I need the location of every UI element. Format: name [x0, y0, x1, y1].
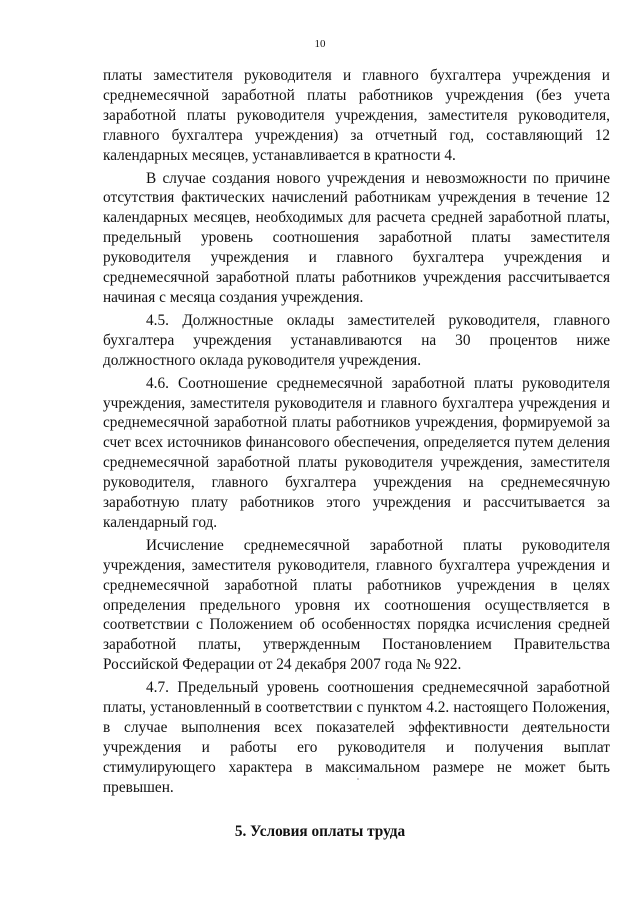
paragraph-calculation: Исчисление среднемесячной заработной платы руководителя учреждения, заместителя руководителя, главного бухгалтера учреждения и среднемесячной заработной платы работников учреждения в целях определения предельного уровня их соотношения осуществляется в соответствии с Положением об особенностях порядка исчисления средней заработной платы, утвержденным Постановлением Правительства Российской Федерации от 24 декабря 2007 года № 922.	[103, 536, 610, 674]
section-heading: 5. Условия оплаты труда	[234, 823, 406, 840]
paragraph-4-5: 4.5. Должностные оклады заместителей руководителя, главного бухгалтера учреждения устанавливаются на 30 процентов ниже должностного оклада руководителя учреждения.	[103, 311, 610, 369]
paragraph-4-6: 4.6. Соотношение среднемесячной заработной платы руководителя учреждения, заместителя руководителя и главного бухгалтера учреждения и среднемесячной заработной платы работников учреждения, формируемой за счет всех источников финансового обеспечения, определяется путем деления среднемесячной заработной платы руководителя учреждения, заместителя руководителя, главного бухгалтера учреждения на среднемесячную заработную плату работников этого учреждения и рассчитывается за календарный год.	[103, 374, 610, 531]
paragraph-continuation: платы заместителя руководителя и главного бухгалтера учреждения и среднемесячной заработной платы работников учреждения (без учета заработной платы руководителя учреждения, заместителя руководителя, главного бухгалтера учреждения) за отчетный год, составляющий 12 календарных месяцев, устанавливается в кратности 4.	[103, 67, 610, 164]
document-body	[103, 66, 610, 798]
paragraph-new-institution: В случае создания нового учреждения и невозможности по причине отсутствия фактических начислений работникам учреждения в течение 12 календарных месяцев, необходимых для расчета средней заработной платы, предельный уровень соотношения заработной платы заместителя руководителя учреждения и главного бухгалтера учреждения и среднемесячной заработной платы работников учреждения рассчитывается начиная с месяца создания учреждения.	[103, 169, 610, 306]
paragraph-4-7: 4.7. Предельный уровень соотношения среднемесячной заработной платы, установленный в соответствии с пунктом 4.2. настоящего Положения, в случае выполнения всех показателей эффективности деятельности учреждения и работы его руководителя и получения выплат стимулирующего характера в максимальном размере не может быть превышен.	[103, 679, 610, 796]
scan-speck	[357, 778, 359, 780]
page-number: 10	[314, 38, 326, 50]
